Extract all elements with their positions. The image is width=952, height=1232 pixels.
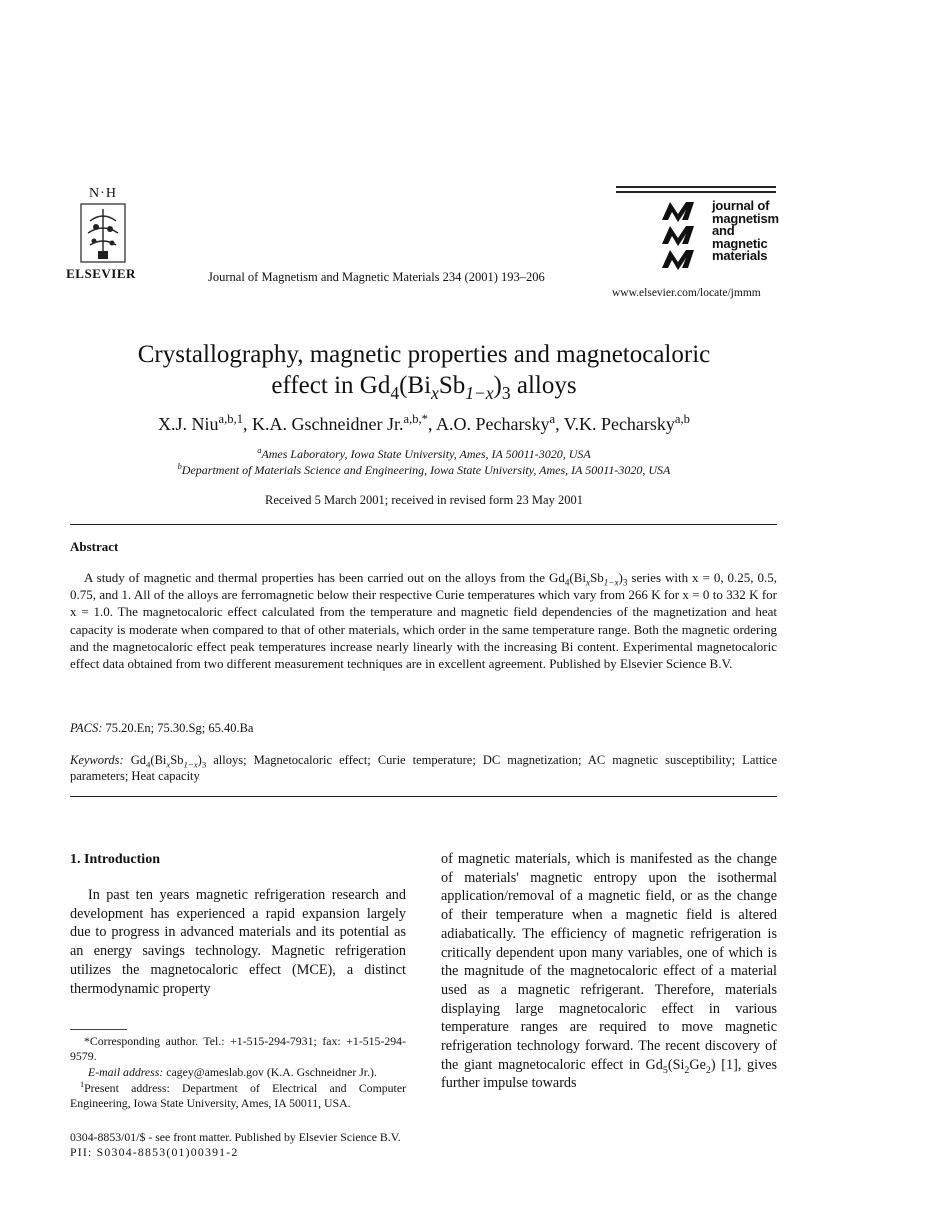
journal-logo-line: journal of (712, 198, 770, 213)
intro-right-column: of magnetic materials, which is manifested as the change of materials' magnetic entropy upon the isothermal application/removal of a magnetic field, or as the change of their temperature when a magnetic field is altered adiabatically. The efficiency of magnetic refrigeration is critically dependent upon many variables, one of which is the magnitude of the magnetocaloric effect of a material used as a magnetic refrigerant. Therefore, materials displaying large magnetocaloric effect in various temperature ranges are required to move magnetic refrigeration technology forward. The recent discovery of the giant magnetocaloric effect in $Gd_5(Si_2Ge_2)$ [1], gives further impulse towards (441, 851, 777, 1092)
email-value[interactable]: cagey@ameslab.gov (K.A. Gschneidner Jr.). (163, 1065, 377, 1079)
affiliation-text: Ames Laboratory, Iowa State University, Ames, IA 50011-3020, USA (261, 447, 591, 461)
intro-left-column: In past ten years magnetic refrigeration research and development has experienced a rapid expansion largely due to progress in advanced materials and its potential as an energy savings technology. Magnetic refrigeration utilizes the magnetocaloric effect (MCE), a distinct thermodynamic property (70, 887, 406, 997)
journal-logo-text (712, 200, 779, 263)
email-label: E-mail address: (88, 1065, 164, 1079)
pii-line: PII: S0304-8853(01)00391-2 (70, 1145, 239, 1159)
divider (70, 796, 777, 797)
paper-title-line1: Crystallography, magnetic properties and magnetocaloric (137, 341, 711, 368)
affiliation-text: Department of Materials Science and Engineering, Iowa State University, Ames, IA 50011-3020, USA (181, 463, 671, 477)
received-dates: Received 5 March 2001; received in revised form 23 May 2001 (265, 493, 583, 507)
author-affil-mark: a,b (674, 412, 690, 426)
title-sub: x (431, 383, 439, 403)
title-part: alloys (510, 372, 577, 399)
journal-logo-rule (616, 186, 776, 188)
keywords-value: alloys; Magnetocaloric effect; Curie temperature; DC magnetization; AC magnetic susceptibility; Lattice parameters; Heat capacity (70, 753, 778, 783)
abstract-part: A study of magnetic and thermal properties has been carried out on the alloys from the Gd (84, 570, 565, 585)
jmmm-logo-icon (660, 200, 700, 270)
elsevier-tree-logo (80, 203, 126, 263)
abstract-heading: Abstract (70, 539, 119, 554)
title-part: ) (493, 372, 502, 399)
author-name: X.J. Niu (158, 414, 219, 434)
journal-logo-line: materials (712, 248, 768, 264)
title-sub: 4 (390, 383, 400, 403)
footnote-text: Present address: Department of Electrical and Computer Engineering, Iowa State University, Ames, IA 50011, USA. (70, 1081, 406, 1110)
journal-logo-line: magnetism (712, 210, 779, 226)
author-list: X.J. Niu$^{a,b,1}$, K.A. Gschneidner Jr.$^{a,b,*}$, A.O. Pecharsky$^a$, V.K. Pecharsky$^{a,b}$ (158, 412, 690, 434)
abstract-text: A study of magnetic and thermal properties has been carried out on the alloys from the $Gd_4(Bi_xSb_{1-x})_3$ series with x = 0, 0.25, 0.5, 0.75, and 1. All of the alloys are ferromagnetic below their respective Curie temperatures which vary from 266 K for x = 0 to 332 K for x = 1.0. The magnetocaloric effect calculated from the temperature and magnetic field dependencies of the magnetization and heat capacity is moderate when compared to that of other materials, which order in the same temperature range. Both the magnetic ordering and the magnetocaloric effect peak temperatures increase nearly linearly with the increasing Bi content. Experimental magnetocaloric effect data obtained from two different measurement techniques are in excellent agreement. Published by Elsevier Science B.V. (70, 570, 778, 672)
affiliation-mark: b (177, 462, 182, 471)
journal-logo-line: and (712, 223, 735, 239)
author-affil-mark: a (549, 412, 556, 426)
journal-logo-rule (616, 191, 776, 193)
author-affil-mark: a,b,* (403, 412, 428, 426)
affiliation (0, 447, 848, 462)
title-part: (Bi (399, 372, 432, 399)
abstract-part: series with x = 0, 0.25, 0.5, 0.75, and 1. All of the alloys are ferromagnetic below their respective Curie temperatures which vary from 266 K for x = 0 to 332 K for x = 1.0. The magnetocaloric effect calculated from the temperature and magnetic field dependencies of the magnetization and heat capacity is moderate when compared to that of other materials, which order in the same temperature range. Both the magnetic ordering and the magnetocaloric effect peak temperatures increase nearly linearly with the increasing Bi content. Experimental magnetocaloric effect data obtained from two different measurement techniques are in excellent agreement. Published by Elsevier Science B.V. (70, 570, 778, 672)
divider (70, 524, 777, 525)
intro-right-part: of magnetic materials, which is manifested as the change of materials' magnetic entropy upon the isothermal application/removal of a magnetic field, or as the change of their temperature when a magnetic field is altered adiabatically. The efficiency of magnetic refrigeration is critically dependent upon many variables, one of which is the magnitude of the magnetocaloric effect of a material used as a magnetic refrigerant. Therefore, materials displaying large magnetocaloric effect in various temperature ranges are required to move magnetic refrigeration technology forward. The recent discovery of the giant magnetocaloric effect in Gd (441, 851, 777, 1073)
pacs-line (70, 721, 253, 736)
footnote-email (70, 1065, 406, 1080)
paper-title-line2 (0, 372, 848, 403)
author-name: V.K. Pecharsky (563, 414, 675, 434)
footnote-mark: 1 (80, 1080, 85, 1090)
section-heading: 1. Introduction (70, 852, 160, 867)
title-sub: 1−x (465, 383, 494, 403)
pacs-label: PACS: (70, 721, 103, 735)
publisher-logo-nh: N·H (89, 186, 117, 201)
title-part: Sb (438, 372, 466, 399)
journal-logo-line: magnetic (712, 235, 768, 251)
footnote-corresponding: *Corresponding author. Tel.: +1-515-294-7931; fax: +1-515-294-9579. (70, 1034, 406, 1063)
keywords-line: Keywords: $Gd_4(Bi_xSb_{1-x})_3$ alloys; Magnetocaloric effect; Curie temperature; DC magnetization; AC magnetic susceptibility; Lattice parameters; Heat capacity (70, 753, 778, 783)
footnote-present-address (70, 1081, 406, 1111)
journal-citation: Journal of Magnetism and Magnetic Materials 234 (2001) 193–206 (208, 270, 545, 284)
publisher-name: ELSEVIER (66, 266, 136, 281)
copyright-line: 0304-8853/01/$ - see front matter. Published by Elsevier Science B.V. (70, 1130, 401, 1144)
author-name: A.O. Pecharsky (436, 414, 550, 434)
affiliation (0, 463, 848, 478)
author-name: K.A. Gschneidner Jr. (252, 414, 404, 434)
title-part: effect in Gd (271, 372, 391, 399)
keywords-label: Keywords: (70, 753, 124, 767)
title-sub: 3 (501, 383, 511, 403)
pacs-value: 75.20.En; 75.30.Sg; 65.40.Ba (105, 721, 254, 735)
affiliation-mark: a (257, 446, 262, 455)
author-affil-mark: a,b,1 (218, 412, 244, 426)
intro-right-part: [1], gives further impulse towards (441, 1056, 777, 1092)
journal-url-link[interactable]: www.elsevier.com/locate/jmmm (612, 287, 761, 299)
footnote-rule (70, 1029, 127, 1030)
